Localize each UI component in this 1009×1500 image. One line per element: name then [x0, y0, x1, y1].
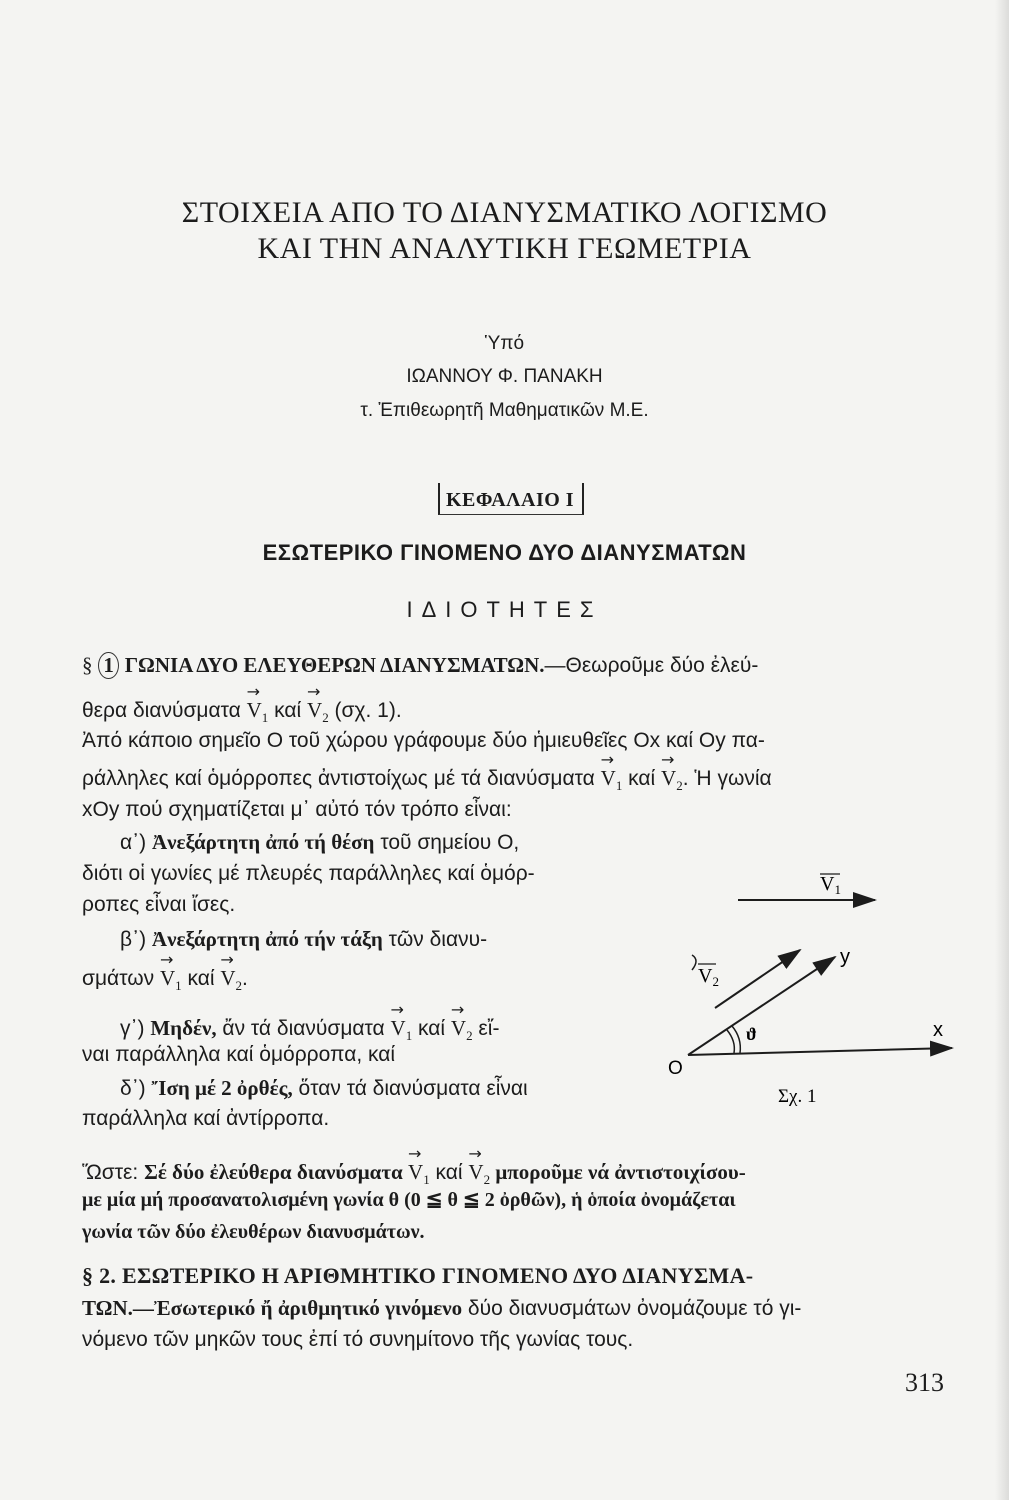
- text: Ἀνεξάρτητη ἀπό τή θέση: [151, 830, 375, 854]
- s1-line-1: [82, 652, 758, 679]
- text: —Ἐσωτερικό ἤ ἀριθμητικό γινόμενο: [132, 1296, 463, 1320]
- item-b-line-2: [82, 966, 248, 994]
- text: καί: [181, 967, 221, 990]
- vector-v2: → $V_2$: [451, 1016, 473, 1044]
- text: τοῦ σημείου Ο,: [374, 831, 520, 854]
- page-number: 313: [905, 1368, 944, 1397]
- vector-v2-arrow: [715, 950, 800, 1008]
- text: (σχ. 1).: [328, 699, 402, 722]
- figure-1: [660, 860, 960, 1110]
- text: α᾽): [120, 831, 152, 854]
- sub: 2: [322, 710, 329, 726]
- section-heading: ΕΣΩΤΕΡΙΚΟ ΓΙΝΟΜΕΝΟ ΔΥΟ ΔΙΑΝΥΣΜΑΤΩΝ: [262, 540, 747, 565]
- text: καί: [268, 699, 308, 722]
- vector-v2: → $V_2$: [220, 966, 242, 994]
- text: β᾽): [120, 928, 152, 951]
- s2-line-2: [82, 1296, 801, 1321]
- item-a-line-3: ροπες εἶναι ἴσες.: [82, 893, 236, 916]
- vector-v1: → $V_1$: [247, 698, 269, 726]
- s1-l1-rest: —Θεωροῦμε δύο ἐλεύ-: [544, 654, 759, 677]
- fig-label-v1: $V_1$: [820, 873, 841, 897]
- text: τῶν διανυ-: [382, 928, 488, 951]
- vector-v1: → $V_1$: [601, 766, 623, 794]
- sub: 1: [405, 1028, 413, 1044]
- text: καί: [429, 1161, 469, 1184]
- v2-bracket: [692, 955, 696, 970]
- vector-v1: → $V_1$: [160, 966, 182, 994]
- text: ἄν τά διανύσματα: [216, 1017, 391, 1040]
- s1-line-4: [82, 766, 772, 794]
- vector-v1: → $V_1$: [408, 1160, 430, 1188]
- vector-v2: → $V_2$: [468, 1160, 490, 1188]
- item-b-line-1: [120, 927, 487, 952]
- sub: 1: [615, 778, 623, 794]
- ray-ox: [688, 1048, 952, 1055]
- item-c-line-1: [120, 1016, 499, 1044]
- vector-v2: → $V_2$: [307, 698, 329, 726]
- text: δ᾽): [120, 1077, 152, 1100]
- text: καί: [412, 1017, 451, 1040]
- text: ΤΩΝ.: [82, 1296, 133, 1320]
- sub: 1: [261, 710, 269, 726]
- s1-title: ΓΩΝΙΑ ΔΥΟ ΕΛΕΥΘΕΡΩΝ ΔΙΑΝΥΣΜΑΤΩΝ.: [124, 653, 545, 677]
- byline-by: Ὑπό: [484, 333, 525, 354]
- sub: 2: [235, 978, 242, 994]
- figure-caption: Σχ. 1: [778, 1086, 817, 1107]
- sub: 1: [175, 978, 182, 994]
- item-a-line-1: [120, 830, 519, 855]
- sub: 2: [483, 1172, 491, 1188]
- byline-author: ΙΩΑΝΝΟΥ Φ. ΠΑΝΑΚΗ: [406, 366, 603, 387]
- sub: 2: [466, 1028, 473, 1044]
- s1-line-5: xOy πού σχηματίζεται μ᾽ αὐτό τόν τρόπο εἶναι:: [82, 798, 512, 821]
- conclusion-line-2: με μία μή προσανατολισμένη γωνία θ (0 ≦ θ ≦ 2 ὀρθῶν), ἡ ὁποία ὀνομάζεται: [82, 1189, 736, 1211]
- sub: 1: [423, 1172, 430, 1188]
- item-d-line-1: [120, 1076, 528, 1101]
- item-c-line-2: ναι παράλληλα καί ὁμόρροπα, καί: [82, 1043, 396, 1066]
- fig-label-theta: ϑ: [746, 1024, 757, 1044]
- item-d-line-2: παράλληλα καί ἀντίρροπα.: [82, 1107, 330, 1130]
- text: δύο διανυσμάτων ὀνομάζουμε τό γι-: [462, 1297, 802, 1320]
- conclusion-line-3: γωνία τῶν δύο ἐλευθέρων διανυσμάτων.: [82, 1221, 425, 1243]
- title-line-1: ΣΤΟΙΧΕΙΑ ΑΠΟ ΤΟ ΔΙΑΝΥΣΜΑΤΙΚΟ ΛΟΓΙΣΜΟ: [181, 196, 828, 229]
- fig-label-v2: $V_2$: [698, 965, 719, 989]
- section-number: 1: [98, 652, 119, 679]
- text: καί: [622, 767, 662, 790]
- text: ράλληλες καί ὁμόρροπες ἀντιστοίχως μέ τά διανύσματα: [82, 767, 601, 790]
- vector-v2: → $V_2$: [661, 766, 683, 794]
- section-symbol: §: [82, 653, 93, 677]
- s2-line-1: § 2. ΕΣΩΤΕΡΙΚΟ Η ΑΡΙΘΜΗΤΙΚΟ ΓΙΝΟΜΕΝΟ ΔΥΟ ΔΙΑΝΥΣΜΑ-: [82, 1263, 754, 1288]
- sub: 2: [676, 778, 683, 794]
- text: εἴ-: [472, 1017, 500, 1040]
- fig-label-x: x: [933, 1019, 943, 1041]
- s2-line-3: νόμενο τῶν μηκῶν τους ἐπί τό συνημίτονο τῆς γωνίας τους.: [82, 1328, 634, 1351]
- properties-heading: ΙΔΙΟΤΗΤΕΣ: [406, 597, 603, 622]
- text: θερα διανύσματα: [82, 699, 247, 722]
- text: γ᾽): [120, 1017, 151, 1040]
- text: ὅταν τά διανύσματα εἶναι: [292, 1077, 528, 1100]
- fig-label-y: y: [840, 946, 850, 968]
- text: .: [242, 967, 248, 990]
- chapter-label: ΚΕΦΑΛΑΙΟ Ι: [438, 483, 584, 515]
- item-a-line-2: διότι οἱ γωνίες μέ πλευρές παράλληλες καί ὁμόρ-: [82, 862, 535, 885]
- text: . Ἡ γωνία: [682, 767, 772, 790]
- fig-label-o: O: [668, 1058, 683, 1079]
- text: Μηδέν,: [150, 1016, 217, 1040]
- s1-line-2: [82, 698, 402, 726]
- text: Σέ δύο ἐλεύθερα διανύσματα: [144, 1160, 409, 1184]
- vector-v1: → $V_1$: [391, 1016, 413, 1044]
- s1-line-3: Ἀπό κάποιο σημεῖο Ο τοῦ χώρου γράφουμε δύο ἡμιευθεῖες Οx καί Οy πα-: [82, 729, 765, 752]
- title-line-2: ΚΑΙ ΤΗΝ ΑΝΑΛΥΤΙΚΗ ΓΕΩΜΕΤΡΙΑ: [257, 232, 752, 265]
- text: Ἴση μέ 2 ὀρθές,: [151, 1076, 293, 1100]
- text: σμάτων: [82, 967, 160, 990]
- conclusion-line-1: [82, 1160, 746, 1188]
- angle-arc-inner: [727, 1030, 734, 1053]
- text: Ἀνεξάρτητη ἀπό τήν τάξη: [151, 927, 383, 951]
- text: μποροῦμε νά ἀντιστοιχίσου-: [490, 1160, 746, 1184]
- text: Ὥστε:: [82, 1161, 145, 1184]
- byline-role: τ. Ἐπιθεωρητῆ Μαθηματικῶν Μ.Ε.: [360, 400, 649, 421]
